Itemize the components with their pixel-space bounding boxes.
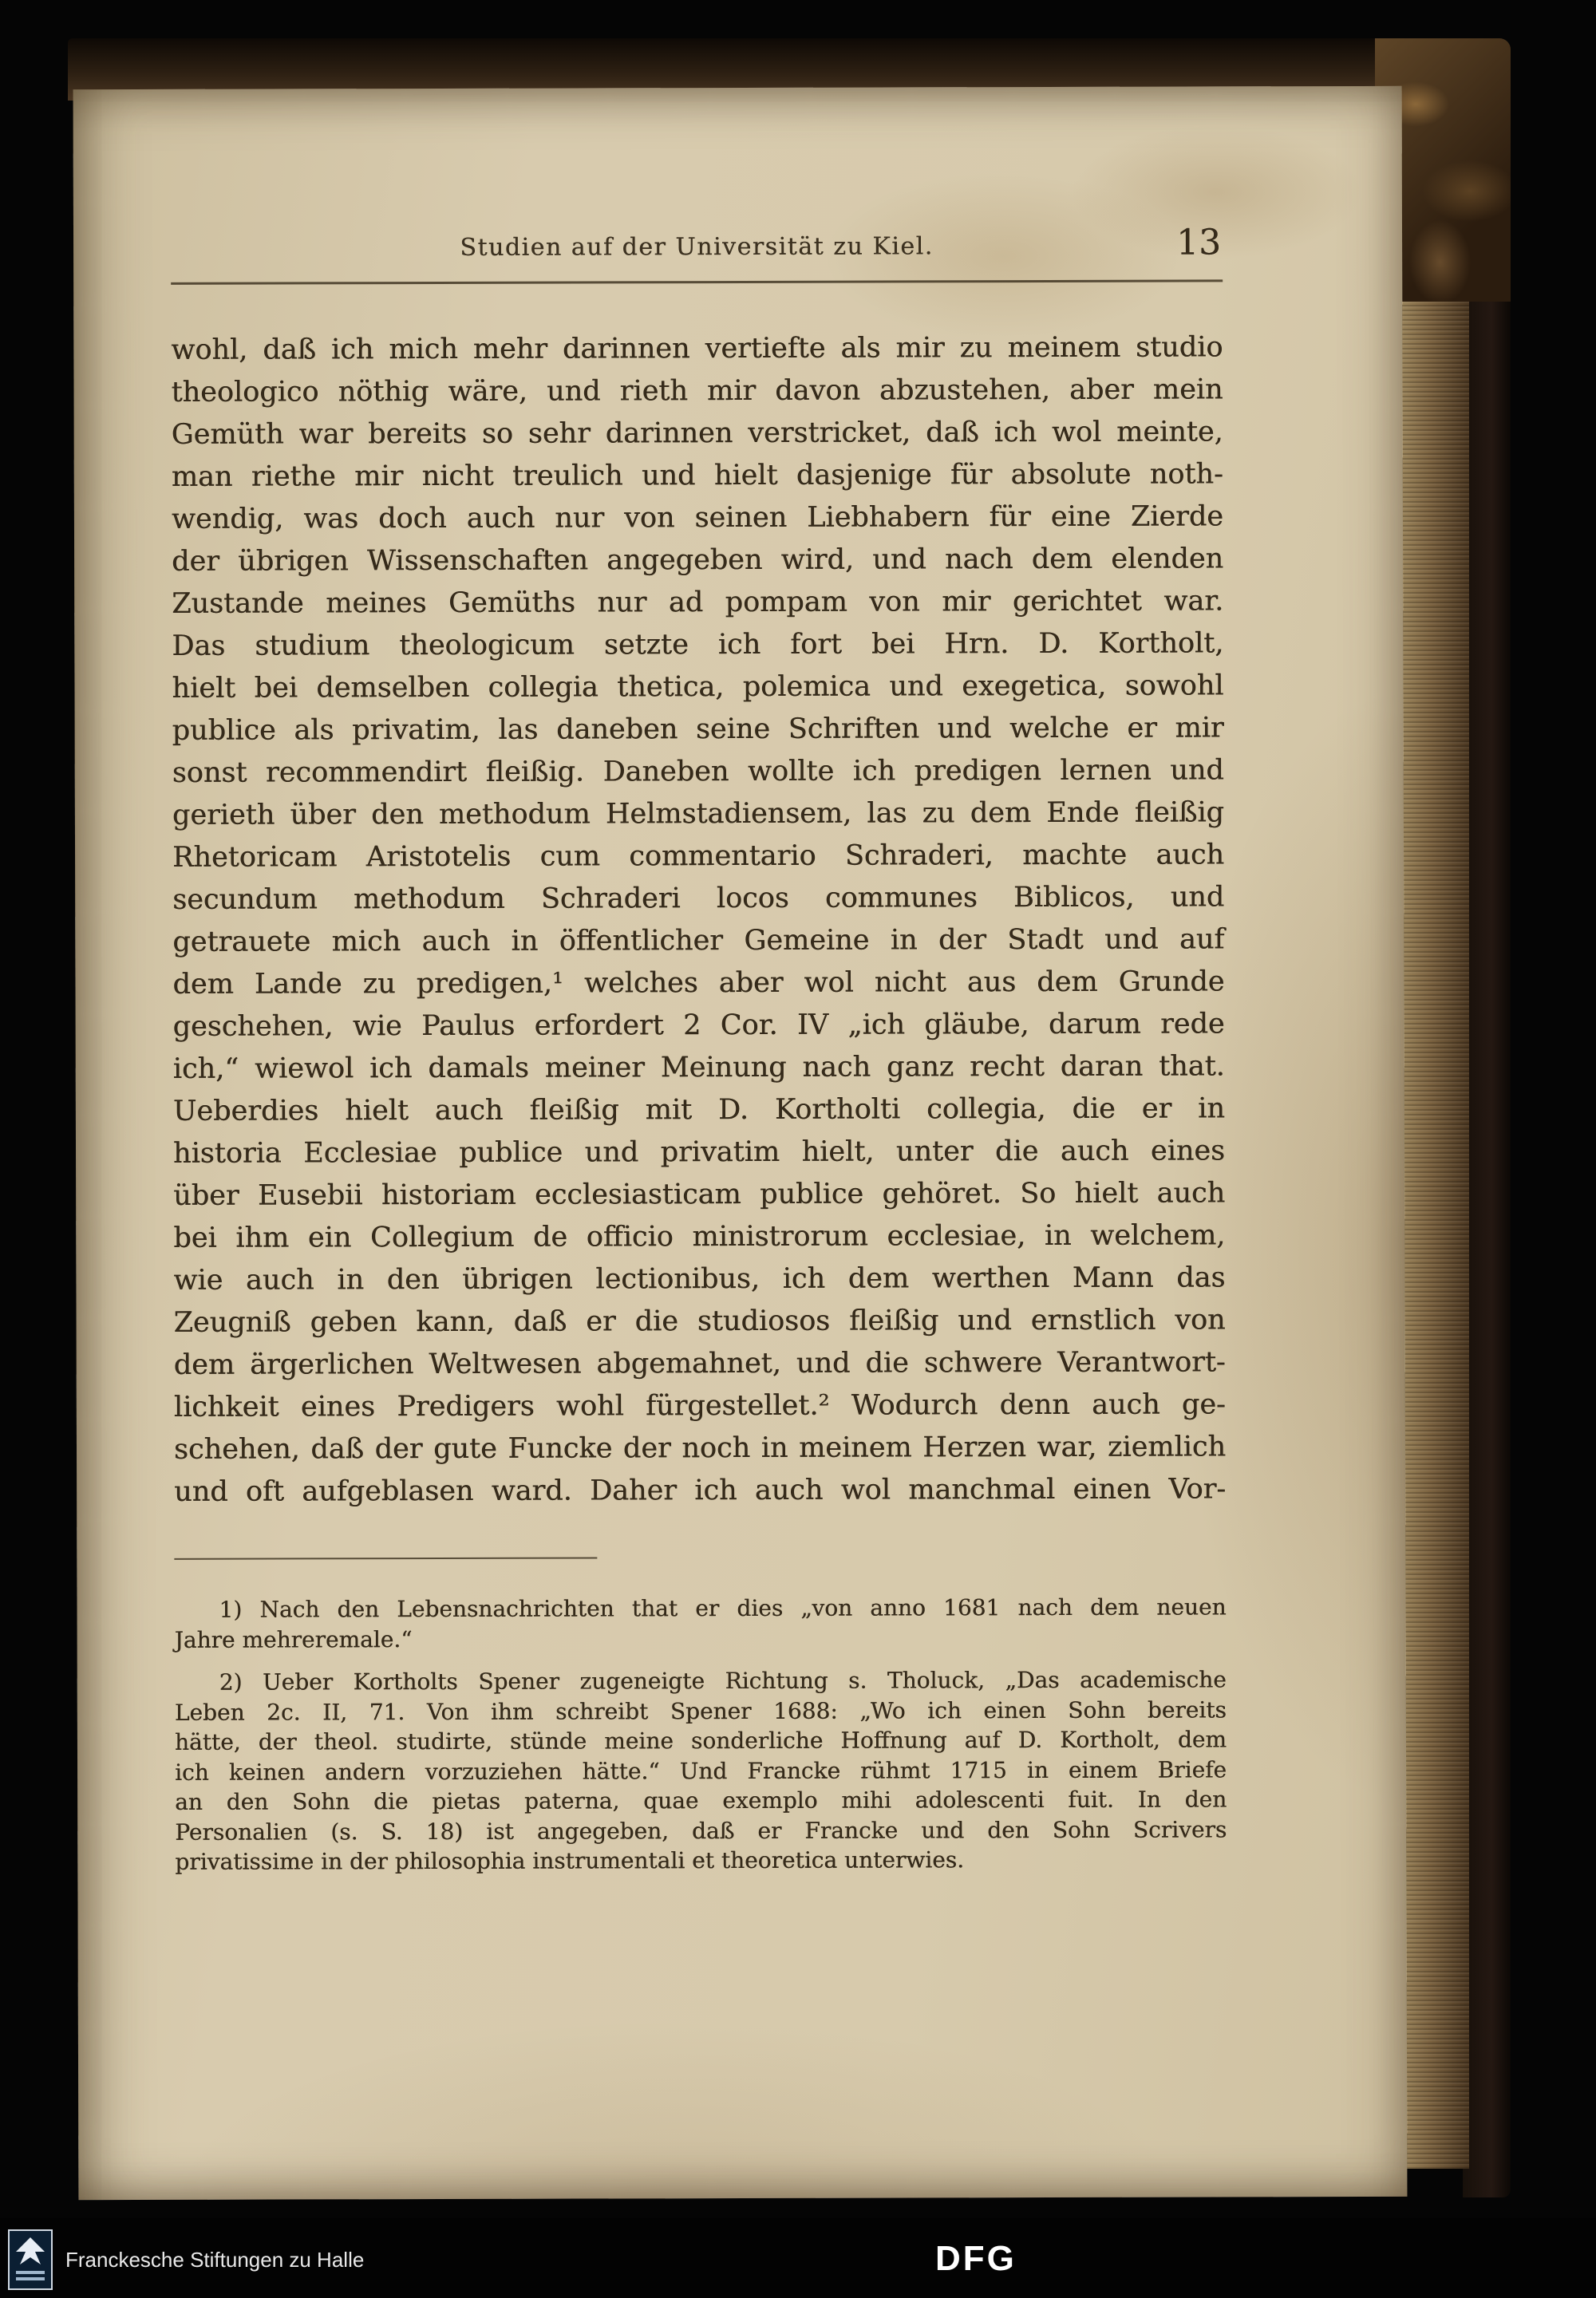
body-line: sonst recommendirt fleißig. Daneben wollte ich predigen lernen und (172, 754, 1224, 789)
body-line: theologico nöthig wäre, und rieth mir davon abzustehen, aber mein (171, 373, 1223, 409)
page-number: 13 (1175, 222, 1222, 263)
footnote-line: ich keinen andern vorzuziehen hätte.“ Und Francke rühmt 1715 in einem Briefe (175, 1755, 1227, 1786)
footnote-line: an den Sohn die pietas paterna, quae exemplo mihi adolescenti fuit. In den (175, 1786, 1227, 1815)
body-line: Ueberdies hielt auch fleißig mit D. Kortholti collegia, die er in (172, 1092, 1225, 1127)
body-line: gerieth über den methodum Helmstadiensem, las zu dem Ende fleißig (172, 796, 1224, 831)
institution-name: Franckesche Stiftungen zu Halle (65, 2247, 365, 2272)
footnote (175, 1664, 1227, 1877)
body-line: wendig, was doch auch nur von seinen Liebhabern für eine Zierde (171, 500, 1223, 535)
body-line: historia Ecclesiae publice und privatim hielt, unter die auch eines (172, 1135, 1226, 1170)
body-line: lichkeit eines Predigers wohl fürgestellet.² Wodurch denn auch ge- (173, 1388, 1226, 1423)
page-content (171, 222, 1227, 1889)
body-line: wie auch in den übrigen lectionibus, ich dem werthen Mann das (173, 1262, 1226, 1297)
dfg-logo: DFG (935, 2239, 1017, 2278)
body-line: der übrigen Wissenschaften angegeben wird, und nach dem elenden (172, 543, 1224, 578)
body-line: Zustande meines Gemüths nur ad pompam von mir gerichtet war. (172, 585, 1224, 620)
footnote-separator (174, 1557, 597, 1559)
body-line: Zeugniß geben kann, daß er die studiosos fleißig und ernstlich von (173, 1304, 1226, 1339)
running-title: Studien auf der Universität zu Kiel. (460, 232, 934, 262)
body-line: secundum methodum Schraderi locos communes Biblicos, und (172, 881, 1225, 916)
body-line: wohl, daß ich mich mehr darinnen vertiefte als mir zu meinem studio (171, 331, 1223, 366)
institution-branding (8, 2229, 364, 2290)
body-line: geschehen, wie Paulus erfordert 2 Cor. IV „ich gläube, darum rede (172, 1008, 1225, 1043)
body-line: dem ärgerlichen Weltwesen abgemahnet, und die schwere Verantwort- (173, 1346, 1226, 1381)
body-line: getrauete mich auch in öffentlicher Gemeine in der Stadt und auf (172, 923, 1225, 958)
footnote-line: hätte, der theol. studirte, stünde meine sonderliche Hoffnung auf D. Kortholt, dem (174, 1726, 1227, 1755)
footnote-line: 2) Ueber Kortholts Spener zugeneigte Richtung s. Tholuck, „Das academische (219, 1666, 1227, 1696)
book-scan (68, 38, 1511, 2202)
page (73, 86, 1408, 2200)
body-line: ich,“ wiewol ich damals meiner Meinung nach ganz recht daran that. (172, 1050, 1225, 1085)
footnote-line: 1) Nach den Lebensnachrichten that er dies „von anno 1681 nach dem neuen (219, 1593, 1227, 1623)
body-line: Gemüth war bereits so sehr darinnen verstricket, daß ich wol meinte, (171, 416, 1223, 451)
footnote-line: Personalien (s. S. 18) ist angegeben, daß er Francke und den Sohn Scrivers (175, 1815, 1227, 1846)
body-line: Das studium theologicum setzte ich fort bei Hrn. D. Kortholt, (172, 627, 1224, 662)
body-line: dem Lande zu predigen,¹ welches aber wol nicht aus dem Grunde (172, 965, 1225, 1001)
viewer-footer (0, 2218, 1596, 2298)
body-text (171, 326, 1226, 1513)
body-line: man riethe mir nicht treulich und hielt dasjenige für absolute noth- (171, 458, 1223, 493)
body-line: publice als privatim, las daneben seine Schriften und welche er mir (172, 712, 1224, 747)
footnote-line: Jahre mehreremale.“ (174, 1625, 413, 1653)
footnote-line: Leben 2c. II, 71. Von ihm schreibt Spener 1688: „Wo ich einen Sohn bereits (174, 1696, 1227, 1726)
page-header (171, 222, 1223, 274)
footnotes (174, 1592, 1227, 1877)
body-line: über Eusebii historiam ecclesiasticam publice gehöret. So hielt auch (173, 1177, 1226, 1212)
body-line: Rhetoricam Aristotelis cum commentario Schraderi, machte auch (172, 839, 1225, 874)
body-line: und oft aufgeblasen ward. Daher ich auch wol manchmal einen Vor- (174, 1473, 1227, 1508)
footnote (174, 1592, 1226, 1654)
book-cover-right-edge (1463, 38, 1511, 2197)
header-rule (171, 279, 1223, 284)
body-line: hielt bei demselben collegia thetica, polemica und exegetica, sowohl (172, 669, 1224, 705)
francke-foundations-logo-icon (8, 2229, 53, 2290)
footnote-line: privatissime in der philosophia instrumentali et theoretica unterwies. (175, 1846, 965, 1875)
body-line: schehen, daß der gute Funcke der noch in meinem Herzen war, ziemlich (173, 1431, 1227, 1466)
body-line: bei ihm ein Collegium de officio ministrorum ecclesiae, in welchem, (173, 1219, 1226, 1254)
page-block-fore-edge (1396, 94, 1469, 2169)
